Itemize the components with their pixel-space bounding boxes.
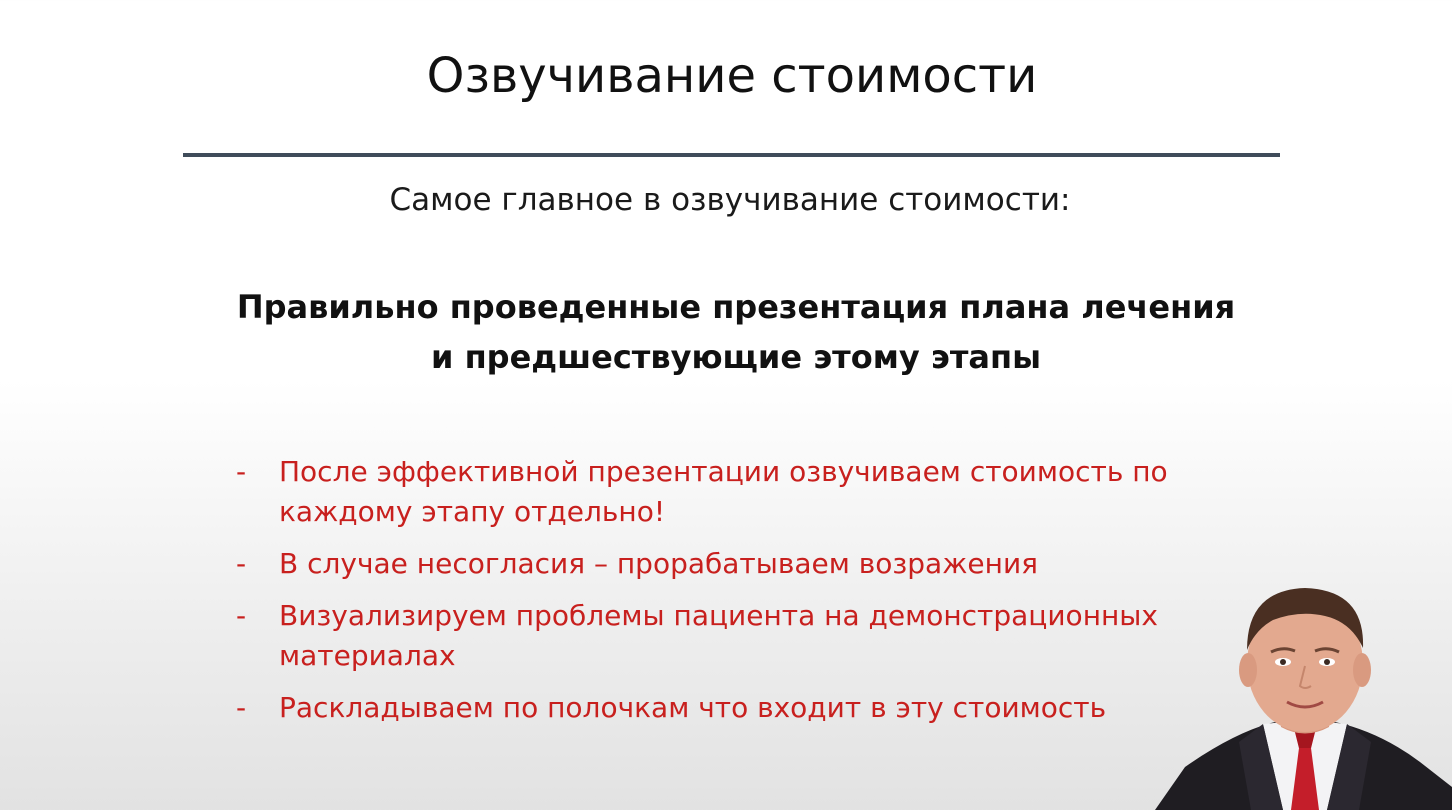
presenter-video bbox=[1155, 582, 1452, 810]
key-point-line-2: и предшествующие этому этапы bbox=[431, 338, 1041, 376]
presenter-portrait bbox=[1155, 582, 1452, 810]
slide-subtitle: Самое главное в озвучивание стоимости: bbox=[389, 182, 1071, 218]
bullet-dash: - bbox=[236, 691, 247, 724]
bullet-list bbox=[236, 452, 1236, 740]
slide-title: Озвучивание стоимости bbox=[426, 48, 1038, 104]
bullet-item bbox=[236, 596, 1236, 676]
key-point bbox=[0, 282, 1452, 382]
bullet-dash: - bbox=[236, 599, 247, 632]
bullet-text: После эффективной презентации озвучиваем стоимость по каждому этапу отдельно! bbox=[279, 455, 1168, 528]
bullet-dash: - bbox=[236, 547, 247, 580]
bullet-text: Визуализируем проблемы пациента на демонстрационных материалах bbox=[279, 599, 1158, 672]
bullet-item bbox=[236, 688, 1236, 728]
bullet-text: В случае несогласия – прорабатываем возражения bbox=[279, 547, 1039, 580]
bullet-item bbox=[236, 544, 1236, 584]
title-divider bbox=[183, 153, 1280, 157]
bullet-item bbox=[236, 452, 1236, 532]
key-point-line-1: Правильно проведенные презентация плана лечения bbox=[236, 288, 1236, 326]
bullet-dash: - bbox=[236, 455, 247, 488]
bullet-text: Раскладываем по полочкам что входит в эту стоимость bbox=[279, 691, 1107, 724]
